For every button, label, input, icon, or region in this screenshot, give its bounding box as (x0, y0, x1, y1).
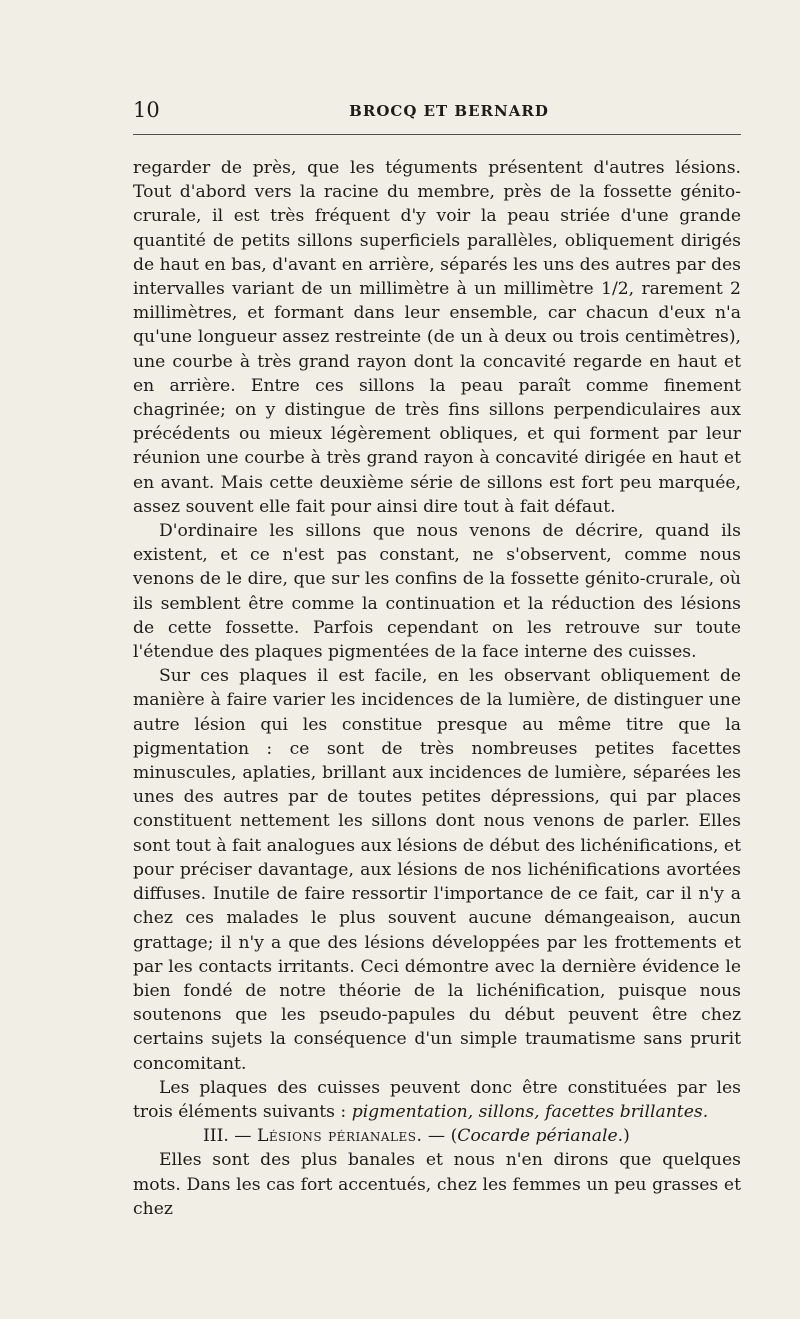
section-subtitle: Cocarde périanale. (457, 1126, 624, 1147)
paragraph-2: D'ordinaire les sillons que nous venons de décrire, quand ils existent, et ce n'est pas constant, ne s'observent, comme nous venons de le dire, que sur les confins de la fossette génito-crurale, où ils semblent être comme la continuation et la réduction des lésions de cette fossette. Parfois cependant on les retrouve sur toute l'étendue des plaques pigmentées de la face interne des cuisses. (133, 521, 741, 663)
paragraph-4-italic: pigmentation, sillons, facettes brillantes. (351, 1101, 709, 1122)
section-close: ) (623, 1126, 630, 1147)
paragraph-5: Elles sont des plus banales et nous n'en dirons que quelques mots. Dans les cas fort accentués, chez les femmes un peu grasses et chez (133, 1150, 741, 1219)
running-head: BROCQ ET BERNARD (349, 102, 549, 120)
paragraph-4 (133, 1076, 741, 1124)
section-number: III. — (203, 1126, 257, 1147)
page-header (133, 98, 741, 130)
body-text (133, 156, 741, 1221)
paragraph-3: Sur ces plaques il est facile, en les observant obliquement de manière à faire varier les incidences de la lumière, de distinguer une autre lésion qui les constitue presque au même titre que la pigmentation : ce sont de très nombreuses petites facettes minuscules, aplaties, brillant aux incidences de lumière, séparées les unes des autres par de toutes petites dépressions, qui par places constituent nettement les sillons dont nous venons de parler. Elles sont tout à fait analogues aux lésions de début des lichénifications, et pour préciser davantage, aux lésions de nos lichénifications avortées diffuses. Inutile de faire ressortir l'importance de ce fait, car il n'y a chez ces malades le plus souvent aucune démangeaison, aucun grattage; il n'y a que des lésions développées par les frottements et par les contacts irritants. Ceci démontre avec la dernière évidence le bien fondé de notre théorie de la lichénification, puisque nous soutenons que les pseudo-papules du début peuvent être chez certains sujets la conséquence d'un simple traumatisme sans prurit concomitant. (133, 666, 741, 1074)
section-separator: — ( (422, 1126, 458, 1147)
paragraph-1: regarder de près, que les téguments présentent d'autres lésions. Tout d'abord vers la racine du membre, près de la fossette génito-crurale, il est très fréquent d'y voir la peau striée d'une grande quantité de petits sillons superficiels parallèles, obliquement dirigés de haut en bas, d'avant en arrière, séparés les uns des autres par des intervalles variant de un millimètre à un millimètre 1/2, rarement 2 millimètres, et formant dans leur ensemble, car chacun d'eux n'a qu'une longueur assez restreinte (de un à deux ou trois centimètres), une courbe à très grand rayon dont la concavité regarde en haut et en arrière. Entre ces sillons la peau paraît comme finement chagrinée; on y distingue de très fins sillons perpendiculaires aux précédents ou mieux légèrement obliques, et qui forment par leur réunion une courbe à très grand rayon à concavité dirigée en haut et en avant. Mais cette deuxième série de sillons est fort peu marquée, assez souvent elle fait pour ainsi dire tout à fait défaut. (133, 158, 741, 517)
section-heading (133, 1124, 741, 1148)
paragraph-4-text: Les plaques des cuisses peuvent donc être constituées par les trois éléments suivants : (133, 1077, 741, 1122)
section-title: Lésions périanales. (256, 1126, 423, 1147)
header-rule (133, 134, 741, 135)
page-number: 10 (133, 98, 160, 122)
